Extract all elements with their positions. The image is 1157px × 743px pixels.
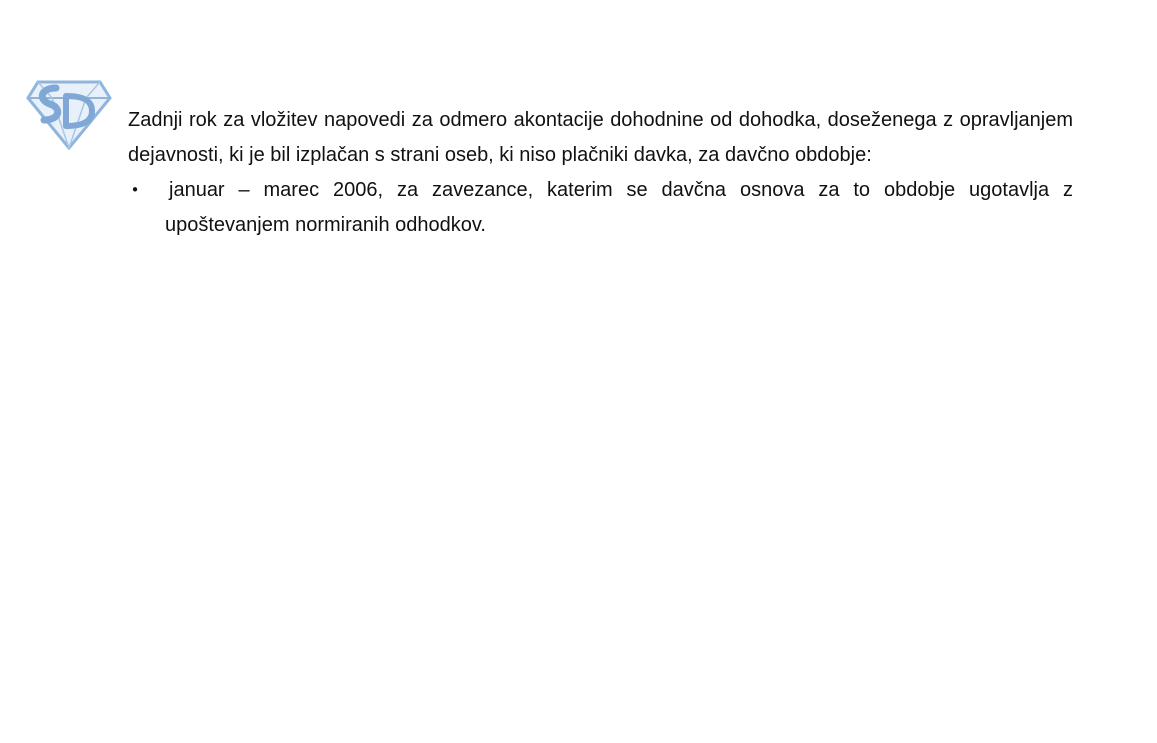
- intro-paragraph: Zadnji rok za vložitev napovedi za odmero akontacije dohodnine od dohodka, doseženega z opravljanjem dejavnosti, ki je bil izplačan s strani oseb, ki niso plačniki davka, za davčno obdobje:: [128, 109, 1073, 166]
- list-item: [128, 173, 1073, 243]
- sd-diamond-logo-icon: [26, 78, 112, 150]
- bullet-marker: •: [130, 181, 140, 199]
- bullet-list: [128, 173, 1073, 243]
- list-item-text: januar – marec 2006, za zavezance, katerim se davčna osnova za to obdobje ugotavlja z upoštevanjem normiranih odhodkov.: [165, 179, 1073, 236]
- document-body: [128, 103, 1073, 243]
